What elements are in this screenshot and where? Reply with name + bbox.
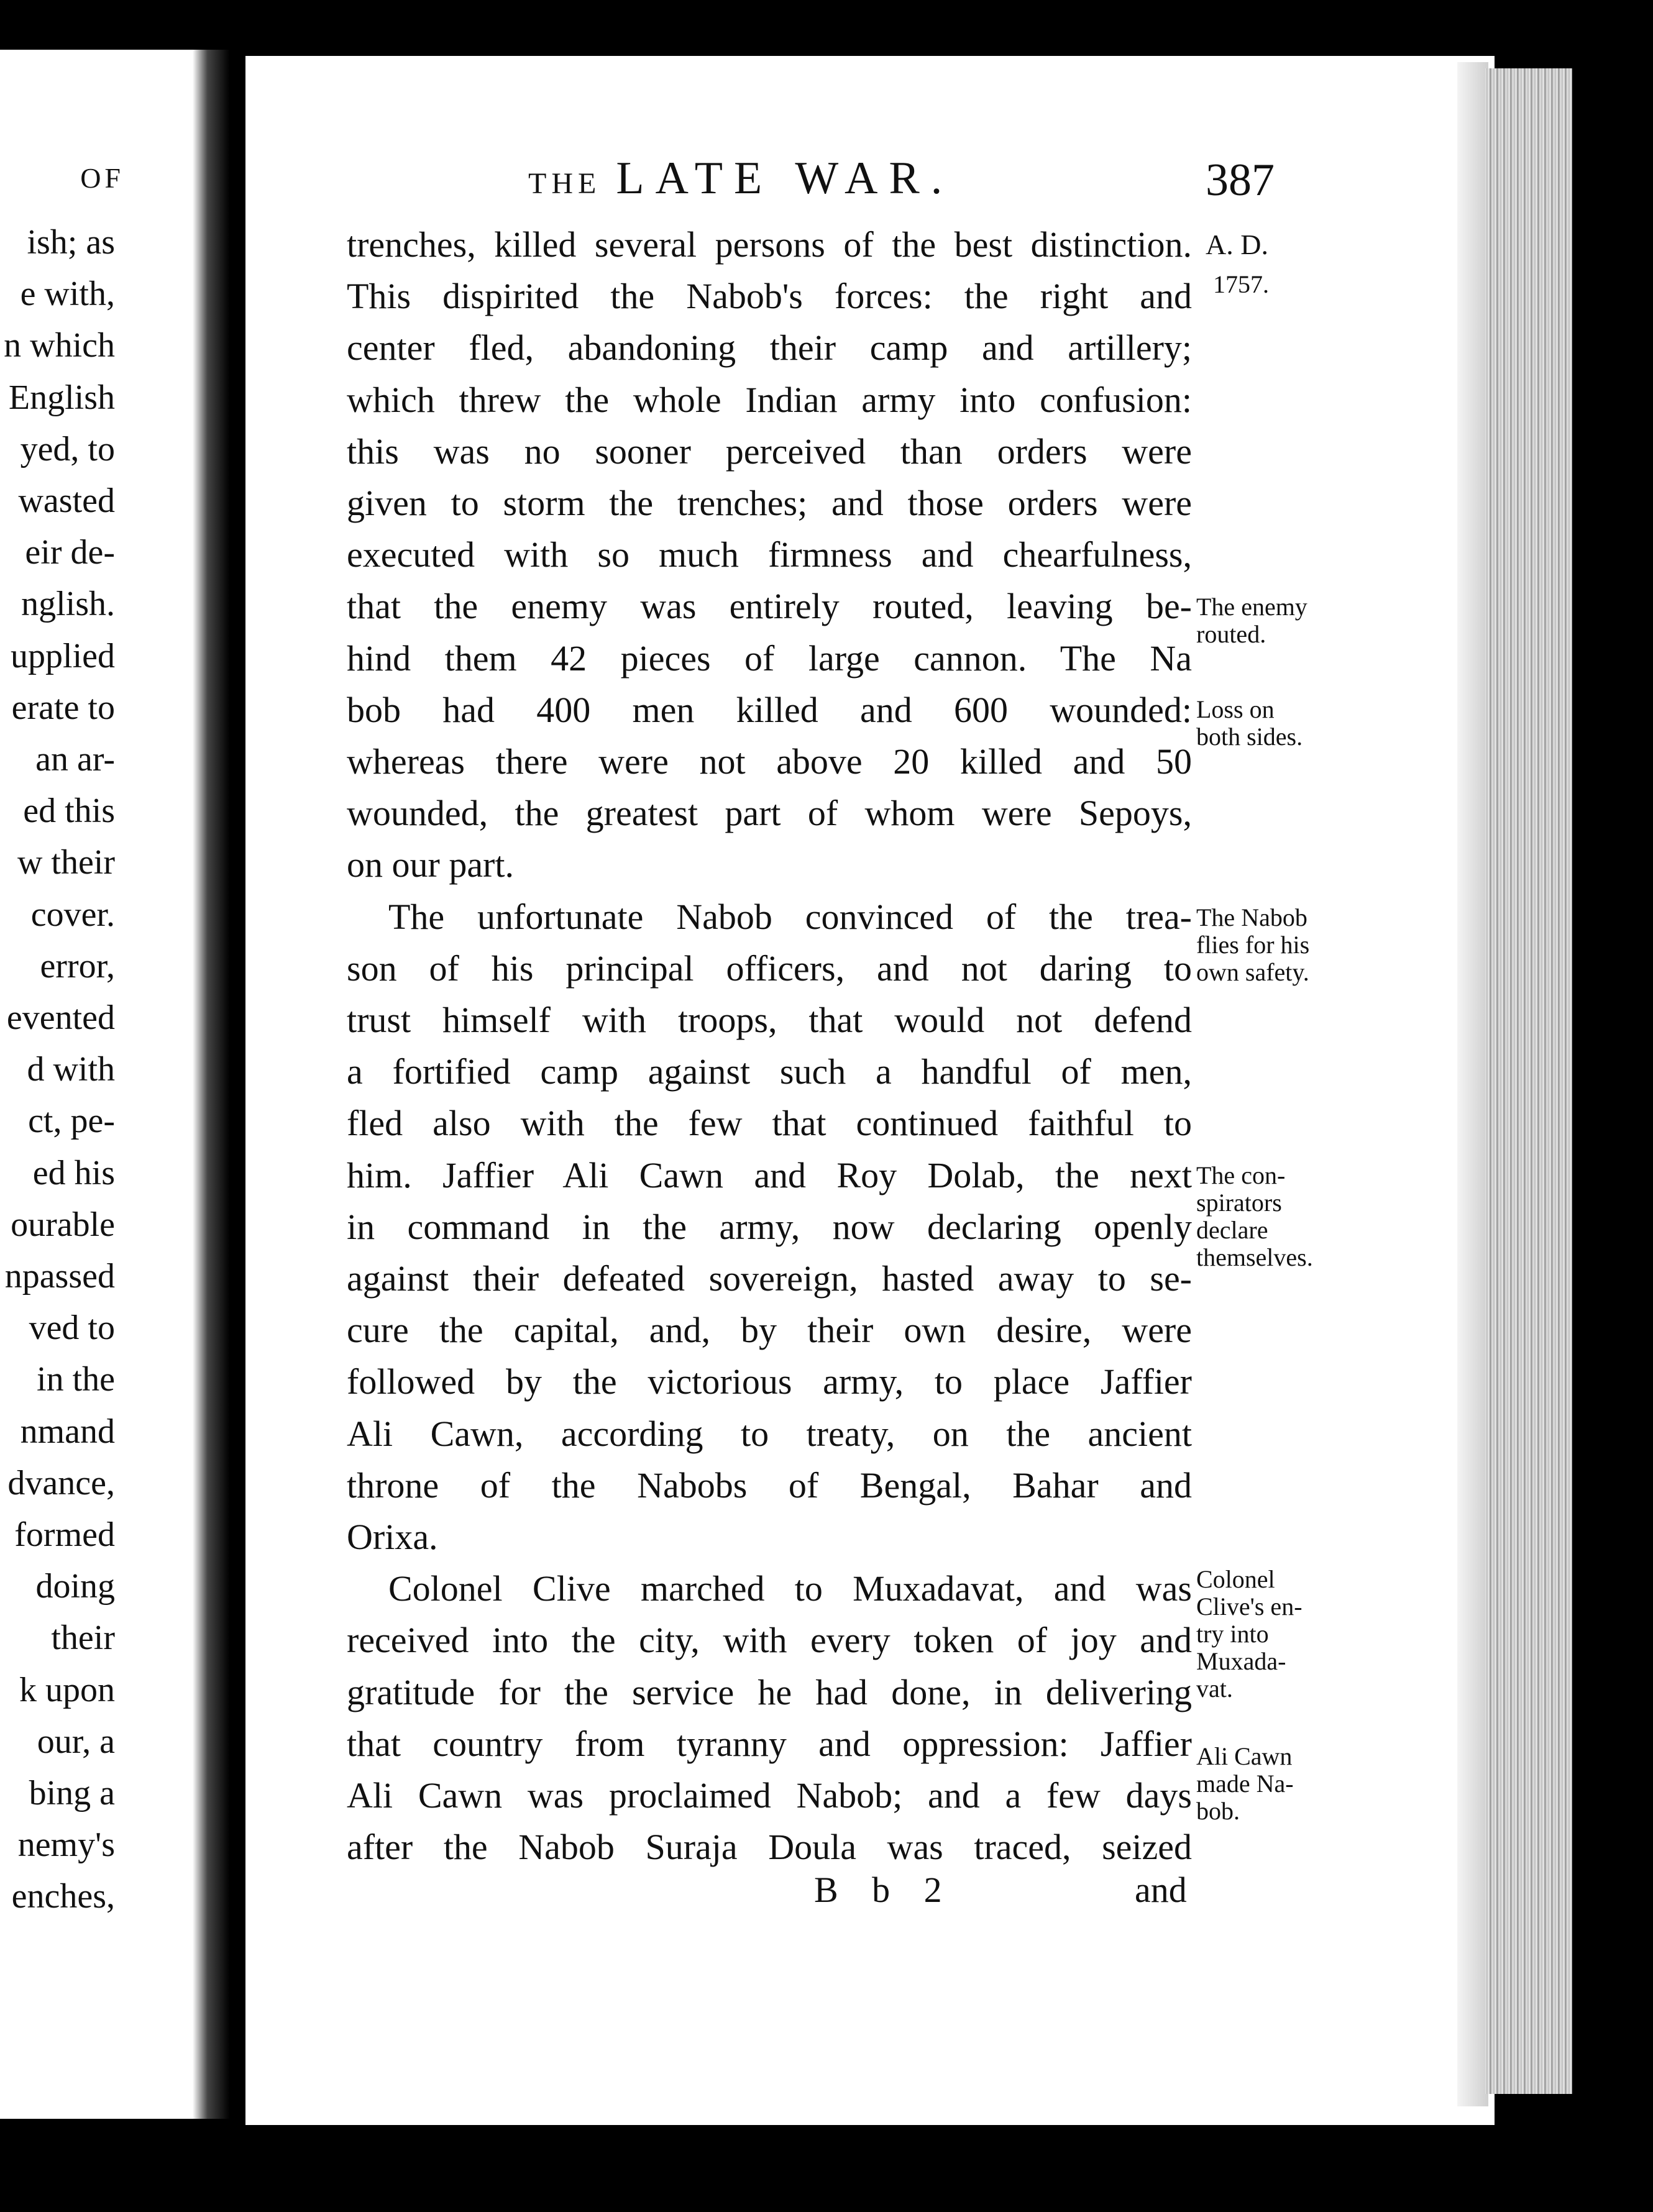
catchword: and [1135,1870,1187,1910]
margin-note-line: Clive's en- [1196,1593,1303,1620]
body-line: Ali Cawn, according to treaty, on the ancient [347,1413,1192,1454]
margin-note-line: Loss on [1196,695,1275,723]
margin-note-line: Ali Cawn [1196,1742,1293,1770]
left-page-line: error, [40,946,115,985]
left-page-line: dvance, [7,1463,115,1502]
left-page-line: bing a [29,1774,115,1812]
left-page-line: k upon [19,1670,115,1709]
margin-note-line: Colonel [1196,1565,1275,1593]
left-page-line: ourable [11,1205,115,1244]
left-page-line: evented [6,999,115,1037]
margin-note-line: The Nabob [1196,903,1307,931]
left-page-line: npassed [4,1257,115,1296]
body-line: wounded, the greatest part of whom were Sepoys, [347,793,1192,834]
left-page-line: nemy's [17,1826,115,1865]
margin-note [1196,696,1303,751]
body-line: on our part. [347,844,514,885]
left-page-line: ved to [29,1309,115,1348]
margin-note-line: made Na- [1196,1770,1294,1798]
left-page-line: their [51,1619,115,1658]
left-facing-page [0,50,211,2119]
margin-note-line: bob. [1196,1797,1240,1825]
left-page-line: ct, pe- [28,1102,115,1141]
left-page-line: ed this [23,792,115,831]
left-page-header: OF [80,162,124,194]
body-line: a fortified camp against such a handful of men, [347,1051,1192,1092]
left-page-line: upplied [11,636,115,675]
left-page-line: ish; as [27,223,115,262]
left-page-line: in the [37,1360,115,1399]
body-line: received into the city, with every token of joy and [347,1620,1192,1661]
left-page-line: cover. [30,895,115,934]
body-line: center fled, abandoning their camp and artillery; [347,327,1192,368]
margin-note-line: both sides. [1196,723,1303,751]
body-line: given to storm the trenches; and those orders were [347,483,1192,523]
left-page-line: wasted [18,482,115,520]
body-line: trust himself with troops, that would not defend [347,1000,1192,1040]
side-date-year: 1757. [1213,270,1269,298]
body-line: him. Jaffier Ali Cawn and Roy Dolab, the next [347,1154,1192,1195]
left-page-line: an ar- [35,740,115,779]
margin-note [1196,904,1309,986]
body-line: followed by the victorious army, to place Jaffier [347,1361,1192,1402]
margin-note-line: The con- [1196,1161,1286,1189]
left-page-line: ed his [32,1153,115,1192]
body-line: that country from tyranny and oppression: Jaffier [347,1723,1192,1764]
left-page-line: yed, to [20,429,115,468]
margin-note-line: declare [1196,1216,1268,1244]
margin-note-line: The enemy [1196,593,1307,621]
left-page-line: doing [35,1567,115,1606]
running-head-prefix: THE [528,167,602,200]
body-line: that the enemy was entirely routed, leaving be- [347,586,1192,627]
side-date [1206,225,1269,304]
margin-note-line: flies for his [1196,931,1310,959]
margin-note [1196,1743,1294,1825]
body-line: whereas there were not above 20 killed and 50 [347,741,1192,782]
margin-note [1196,1566,1303,1702]
margin-note [1196,593,1307,648]
body-line: This dispirited the Nabob's forces: the right and [347,276,1192,317]
body-line: fled also with the few that continued faithful to [347,1103,1192,1144]
body-line: Colonel Clive marched to Muxadavat, and was [388,1568,1192,1609]
left-page-line: erate to [11,688,115,727]
signature-mark: B b 2 [814,1870,955,1910]
left-page-line: our, a [37,1722,115,1761]
body-line: executed with so much firmness and chearfulness, [347,534,1192,575]
body-line: The unfortunate Nabob convinced of the trea- [388,896,1192,937]
body-line: Ali Cawn was proclaimed Nabob; and a few days [347,1775,1192,1816]
margin-note [1196,1162,1313,1271]
body-line: in command in the army, now declaring openly [347,1206,1192,1247]
page-edge-shade [1457,62,1488,2106]
left-page-line: nglish. [21,585,115,624]
margin-note-line: Muxada- [1196,1647,1286,1675]
page-edges [1485,68,1572,2094]
margin-note-line: own safety. [1196,958,1309,986]
body-line: this was no sooner perceived than orders were [347,431,1192,472]
left-page-line: English [8,378,115,417]
left-page-line: eir de- [25,533,115,572]
left-page-line: e with, [20,275,115,314]
margin-note-line: spirators [1196,1189,1282,1217]
book-gutter [193,50,230,2119]
margin-note-line: try into [1196,1620,1269,1648]
body-line: bob had 400 men killed and 600 wounded: [347,689,1192,730]
body-line: gratitude for the service he had done, in delivering [347,1671,1192,1712]
side-date-era: A. D. [1206,229,1268,260]
running-head [528,152,953,205]
left-page-line: enches, [11,1877,115,1916]
margin-note-line: routed. [1196,620,1266,648]
left-page-line: nmand [20,1412,115,1451]
left-page-line: formed [14,1515,115,1554]
body-line: which threw the whole Indian army into confusion: [347,379,1192,420]
left-page-line: w their [17,843,115,882]
body-line: after the Nabob Suraja Doula was traced, seized [347,1827,1192,1868]
left-page-line: n which [4,326,115,365]
left-page-line: d with [27,1050,115,1089]
body-line: hind them 42 pieces of large cannon. The Na [347,638,1192,679]
margin-note-line: vat. [1196,1675,1233,1702]
page-number: 387 [1206,155,1275,206]
body-line: throne of the Nabobs of Bengal, Bahar and [347,1465,1192,1506]
body-line: cure the capital, and, by their own desire, were [347,1310,1192,1351]
body-line: against their defeated sovereign, hasted away to se- [347,1258,1192,1299]
body-line: son of his principal officers, and not daring to [347,948,1192,989]
body-line: Orixa. [347,1517,438,1557]
running-head-title: LATE WAR. [616,153,954,204]
margin-note-line: themselves. [1196,1243,1313,1271]
body-line: trenches, killed several persons of the best distinction. [347,224,1192,265]
